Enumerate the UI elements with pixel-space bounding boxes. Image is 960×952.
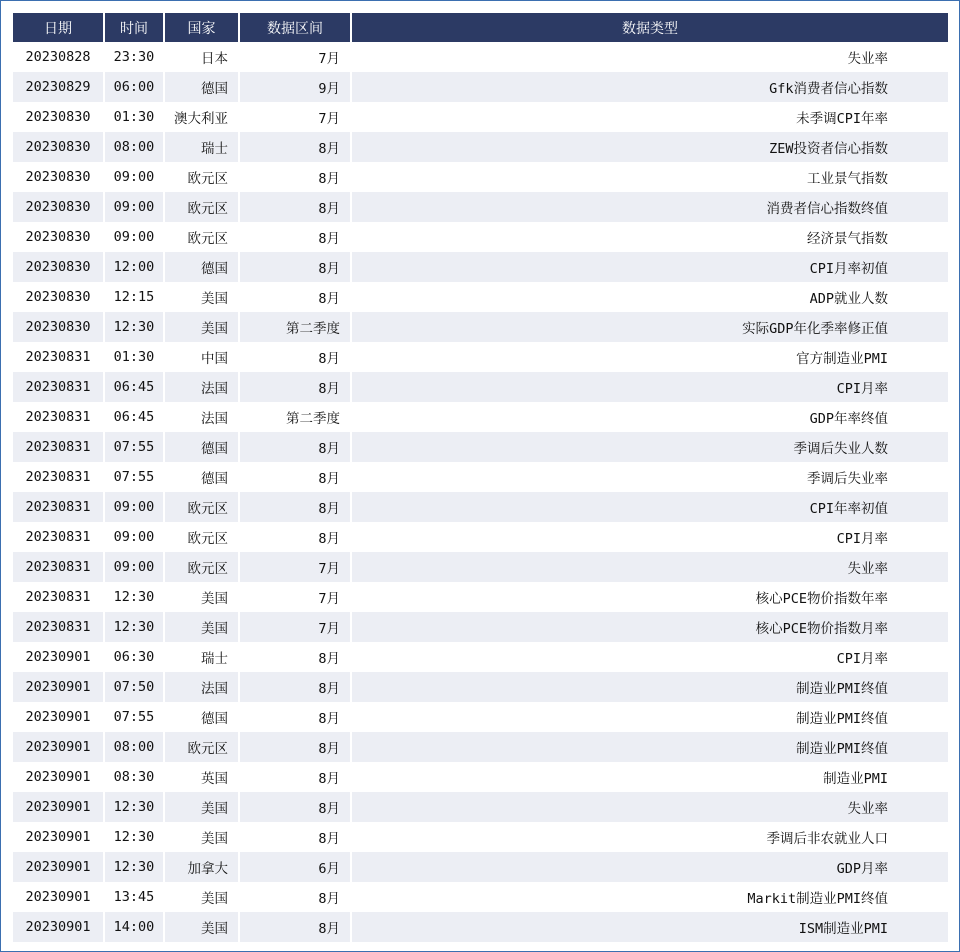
table-row: [13, 72, 948, 102]
cell-date: 20230829: [13, 72, 103, 102]
cell-date: 20230830: [13, 162, 103, 192]
cell-country: 中国: [163, 342, 238, 372]
cell-period: 8月: [238, 342, 350, 372]
cell-time: 07:55: [103, 462, 163, 492]
cell-type: ADP就业人数: [350, 282, 948, 312]
cell-date: 20230901: [13, 792, 103, 822]
cell-type: Gfk消费者信心指数: [350, 72, 948, 102]
table-row: [13, 432, 948, 462]
cell-type: CPI月率: [350, 522, 948, 552]
cell-date: 20230901: [13, 822, 103, 852]
cell-time: 12:30: [103, 852, 163, 882]
cell-country: 美国: [163, 792, 238, 822]
table-row: [13, 342, 948, 372]
table-body: [13, 42, 948, 942]
header-time: 时间: [103, 13, 163, 42]
cell-period: 8月: [238, 792, 350, 822]
cell-period: 8月: [238, 162, 350, 192]
cell-country: 法国: [163, 672, 238, 702]
cell-type: 制造业PMI: [350, 762, 948, 792]
cell-period: 8月: [238, 882, 350, 912]
cell-date: 20230901: [13, 702, 103, 732]
cell-time: 07:55: [103, 432, 163, 462]
cell-country: 欧元区: [163, 492, 238, 522]
cell-time: 06:30: [103, 642, 163, 672]
cell-date: 20230831: [13, 492, 103, 522]
header-date: 日期: [13, 13, 103, 42]
cell-country: 德国: [163, 702, 238, 732]
cell-period: 7月: [238, 102, 350, 132]
header-type: 数据类型: [350, 13, 948, 42]
table-row: [13, 402, 948, 432]
cell-date: 20230831: [13, 432, 103, 462]
cell-date: 20230830: [13, 252, 103, 282]
cell-time: 09:00: [103, 492, 163, 522]
cell-type: 官方制造业PMI: [350, 342, 948, 372]
cell-country: 欧元区: [163, 162, 238, 192]
cell-time: 09:00: [103, 162, 163, 192]
cell-type: 季调后非农就业人口: [350, 822, 948, 852]
cell-type: CPI年率初值: [350, 492, 948, 522]
table-row: [13, 792, 948, 822]
cell-date: 20230901: [13, 642, 103, 672]
cell-period: 8月: [238, 732, 350, 762]
cell-date: 20230831: [13, 342, 103, 372]
cell-type: 未季调CPI年率: [350, 102, 948, 132]
cell-type: CPI月率: [350, 642, 948, 672]
cell-time: 08:30: [103, 762, 163, 792]
cell-date: 20230831: [13, 372, 103, 402]
header-country: 国家: [163, 13, 238, 42]
cell-period: 6月: [238, 852, 350, 882]
cell-country: 欧元区: [163, 192, 238, 222]
header-period: 数据区间: [238, 13, 350, 42]
table-row: [13, 552, 948, 582]
table-row: [13, 132, 948, 162]
cell-country: 德国: [163, 72, 238, 102]
cell-time: 12:00: [103, 252, 163, 282]
cell-country: 加拿大: [163, 852, 238, 882]
cell-time: 08:00: [103, 132, 163, 162]
table-row: [13, 822, 948, 852]
cell-date: 20230901: [13, 672, 103, 702]
cell-period: 8月: [238, 252, 350, 282]
cell-date: 20230901: [13, 912, 103, 942]
cell-time: 12:30: [103, 822, 163, 852]
cell-country: 美国: [163, 312, 238, 342]
cell-country: 英国: [163, 762, 238, 792]
cell-type: 实际GDP年化季率修正值: [350, 312, 948, 342]
cell-country: 法国: [163, 402, 238, 432]
cell-period: 7月: [238, 552, 350, 582]
cell-time: 14:00: [103, 912, 163, 942]
table-row: [13, 252, 948, 282]
cell-country: 美国: [163, 612, 238, 642]
cell-period: 8月: [238, 492, 350, 522]
cell-period: 8月: [238, 132, 350, 162]
cell-type: GDP年率终值: [350, 402, 948, 432]
cell-type: 工业景气指数: [350, 162, 948, 192]
cell-period: 8月: [238, 372, 350, 402]
cell-country: 欧元区: [163, 522, 238, 552]
table-row: [13, 522, 948, 552]
cell-type: Markit制造业PMI终值: [350, 882, 948, 912]
cell-type: CPI月率初值: [350, 252, 948, 282]
cell-country: 美国: [163, 912, 238, 942]
cell-time: 07:50: [103, 672, 163, 702]
cell-time: 09:00: [103, 222, 163, 252]
cell-type: 失业率: [350, 42, 948, 72]
cell-time: 13:45: [103, 882, 163, 912]
cell-type: 季调后失业人数: [350, 432, 948, 462]
cell-country: 德国: [163, 252, 238, 282]
cell-time: 09:00: [103, 192, 163, 222]
cell-type: 经济景气指数: [350, 222, 948, 252]
cell-date: 20230831: [13, 582, 103, 612]
cell-date: 20230830: [13, 282, 103, 312]
cell-date: 20230831: [13, 462, 103, 492]
cell-type: 季调后失业率: [350, 462, 948, 492]
cell-date: 20230830: [13, 312, 103, 342]
cell-time: 08:00: [103, 732, 163, 762]
table-row: [13, 42, 948, 72]
cell-period: 8月: [238, 912, 350, 942]
cell-period: 9月: [238, 72, 350, 102]
cell-time: 01:30: [103, 342, 163, 372]
cell-country: 欧元区: [163, 732, 238, 762]
cell-time: 12:30: [103, 792, 163, 822]
cell-time: 12:30: [103, 612, 163, 642]
cell-time: 06:45: [103, 372, 163, 402]
economic-calendar-table: [13, 13, 948, 942]
cell-type: 制造业PMI终值: [350, 702, 948, 732]
cell-time: 06:00: [103, 72, 163, 102]
cell-country: 法国: [163, 372, 238, 402]
cell-period: 7月: [238, 42, 350, 72]
cell-type: 失业率: [350, 552, 948, 582]
cell-time: 06:45: [103, 402, 163, 432]
cell-period: 8月: [238, 432, 350, 462]
cell-date: 20230901: [13, 732, 103, 762]
cell-time: 12:15: [103, 282, 163, 312]
cell-type: 消费者信心指数终值: [350, 192, 948, 222]
cell-type: ZEW投资者信心指数: [350, 132, 948, 162]
cell-country: 日本: [163, 42, 238, 72]
cell-period: 8月: [238, 222, 350, 252]
table-row: [13, 192, 948, 222]
cell-date: 20230830: [13, 192, 103, 222]
cell-date: 20230828: [13, 42, 103, 72]
cell-date: 20230831: [13, 552, 103, 582]
cell-date: 20230831: [13, 402, 103, 432]
table-row: [13, 372, 948, 402]
cell-period: 第二季度: [238, 402, 350, 432]
table-row: [13, 492, 948, 522]
cell-type: 核心PCE物价指数月率: [350, 612, 948, 642]
table-row: [13, 732, 948, 762]
table-row: [13, 882, 948, 912]
cell-type: 制造业PMI终值: [350, 672, 948, 702]
cell-country: 瑞士: [163, 642, 238, 672]
header-row: [13, 13, 948, 42]
table-row: [13, 582, 948, 612]
cell-period: 8月: [238, 672, 350, 702]
cell-country: 欧元区: [163, 222, 238, 252]
cell-type: 制造业PMI终值: [350, 732, 948, 762]
table-row: [13, 282, 948, 312]
cell-period: 8月: [238, 282, 350, 312]
cell-date: 20230830: [13, 222, 103, 252]
cell-type: ISM制造业PMI: [350, 912, 948, 942]
cell-date: 20230901: [13, 882, 103, 912]
table-row: [13, 762, 948, 792]
cell-time: 12:30: [103, 582, 163, 612]
cell-date: 20230830: [13, 132, 103, 162]
cell-period: 8月: [238, 702, 350, 732]
table-row: [13, 852, 948, 882]
cell-period: 7月: [238, 612, 350, 642]
cell-time: 23:30: [103, 42, 163, 72]
cell-period: 7月: [238, 582, 350, 612]
table-row: [13, 162, 948, 192]
cell-country: 瑞士: [163, 132, 238, 162]
cell-time: 09:00: [103, 552, 163, 582]
cell-country: 德国: [163, 462, 238, 492]
cell-country: 德国: [163, 432, 238, 462]
cell-type: GDP月率: [350, 852, 948, 882]
cell-country: 美国: [163, 882, 238, 912]
table-row: [13, 312, 948, 342]
cell-period: 第二季度: [238, 312, 350, 342]
table-row: [13, 462, 948, 492]
cell-time: 09:00: [103, 522, 163, 552]
cell-type: 失业率: [350, 792, 948, 822]
cell-date: 20230831: [13, 522, 103, 552]
cell-period: 8月: [238, 462, 350, 492]
table-row: [13, 642, 948, 672]
cell-date: 20230830: [13, 102, 103, 132]
cell-time: 12:30: [103, 312, 163, 342]
cell-country: 美国: [163, 282, 238, 312]
table-row: [13, 912, 948, 942]
table-header: [13, 13, 948, 42]
cell-time: 07:55: [103, 702, 163, 732]
cell-time: 01:30: [103, 102, 163, 132]
cell-country: 欧元区: [163, 552, 238, 582]
cell-date: 20230831: [13, 612, 103, 642]
cell-country: 美国: [163, 582, 238, 612]
cell-date: 20230901: [13, 762, 103, 792]
cell-country: 澳大利亚: [163, 102, 238, 132]
cell-period: 8月: [238, 822, 350, 852]
cell-period: 8月: [238, 192, 350, 222]
table-row: [13, 222, 948, 252]
cell-period: 8月: [238, 522, 350, 552]
cell-period: 8月: [238, 642, 350, 672]
cell-period: 8月: [238, 762, 350, 792]
table-row: [13, 702, 948, 732]
cell-type: CPI月率: [350, 372, 948, 402]
table-row: [13, 672, 948, 702]
cell-country: 美国: [163, 822, 238, 852]
table-row: [13, 102, 948, 132]
table-row: [13, 612, 948, 642]
cell-date: 20230901: [13, 852, 103, 882]
cell-type: 核心PCE物价指数年率: [350, 582, 948, 612]
